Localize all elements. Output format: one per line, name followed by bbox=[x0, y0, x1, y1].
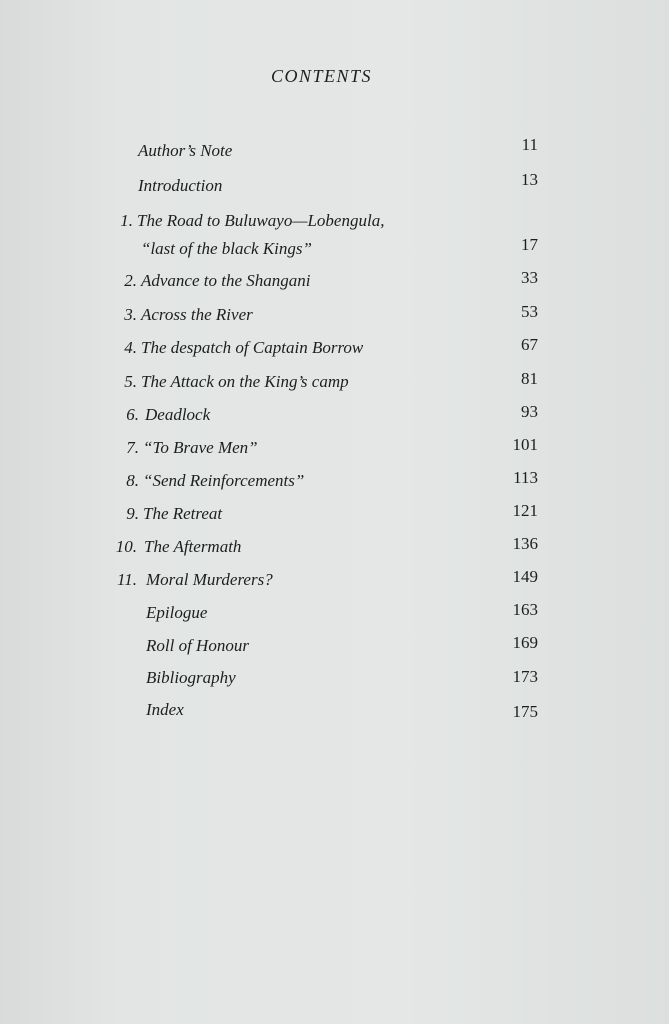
toc-entry-page: 175 bbox=[512, 702, 538, 721]
toc-entry-chapter-3 bbox=[0, 302, 669, 328]
toc-entry-page: 169 bbox=[512, 633, 538, 652]
toc-entry-chapter-1 bbox=[0, 208, 669, 234]
toc-entry-label: Epilogue bbox=[146, 603, 208, 622]
toc-entry-page: 173 bbox=[512, 667, 538, 686]
toc-entry-label: The Aftermath bbox=[144, 537, 242, 556]
toc-entry-label: “Send Reinforcements” bbox=[143, 471, 305, 490]
toc-entry-roll-of-honour bbox=[0, 633, 669, 659]
toc-entry-chapter-8 bbox=[0, 468, 669, 494]
toc-entry-page: 11 bbox=[521, 135, 538, 154]
toc-entry-label: Across the River bbox=[141, 305, 253, 324]
toc-entry-chapter-11 bbox=[0, 567, 669, 593]
toc-entry-label: Author’s Note bbox=[138, 141, 233, 160]
toc-entry-page: 33 bbox=[521, 268, 538, 287]
toc-entry-chapter-4 bbox=[0, 335, 669, 361]
toc-entry-number: 4. bbox=[124, 338, 137, 357]
toc-entry-label: The Retreat bbox=[143, 504, 223, 523]
contents-heading: CONTENTS bbox=[270, 66, 373, 86]
toc-entry-page: 13 bbox=[521, 170, 538, 189]
toc-entry-chapter-6 bbox=[0, 402, 669, 428]
toc-entry-label: Advance to the Shangani bbox=[141, 271, 311, 290]
toc-entry-number: 3. bbox=[124, 305, 137, 324]
toc-entry-number: 7. bbox=[126, 438, 139, 457]
toc-entry-number: 11. bbox=[117, 570, 137, 589]
toc-entry-label: Bibliography bbox=[146, 668, 236, 687]
toc-entry-number: 5. bbox=[124, 372, 137, 391]
toc-entry-page: 53 bbox=[521, 302, 538, 321]
toc-entry-chapter-1-continued bbox=[0, 236, 669, 262]
toc-entry-chapter-10 bbox=[0, 534, 669, 560]
toc-entry-page: 121 bbox=[512, 501, 538, 520]
toc-entry-label: Index bbox=[146, 700, 184, 719]
toc-entry-index bbox=[0, 697, 669, 723]
toc-entry-label: The Attack on the King’s camp bbox=[141, 372, 349, 391]
toc-entry-page: 93 bbox=[521, 402, 538, 421]
toc-entry-number: 2. bbox=[124, 271, 137, 290]
toc-entry-chapter-2 bbox=[0, 268, 669, 294]
toc-entry-page: 67 bbox=[521, 335, 538, 354]
toc-entry-page: 17 bbox=[521, 235, 538, 254]
toc-entry-epilogue bbox=[0, 600, 669, 626]
toc-entry-label: “To Brave Men” bbox=[143, 438, 258, 457]
toc-entry-number: 10. bbox=[115, 537, 137, 556]
toc-entry-page: 81 bbox=[521, 369, 538, 388]
toc-entry-chapter-7 bbox=[0, 435, 669, 461]
toc-entry-chapter-5 bbox=[0, 369, 669, 395]
toc-entry-label: Introduction bbox=[138, 176, 223, 195]
toc-entry-number: 6. bbox=[126, 405, 139, 424]
toc-entry-page: 149 bbox=[512, 567, 538, 586]
toc-entry-bibliography bbox=[0, 665, 669, 691]
toc-entry-label: Deadlock bbox=[145, 405, 211, 424]
toc-entry-page: 113 bbox=[513, 468, 538, 487]
toc-entry-number: 9. bbox=[126, 504, 139, 523]
toc-entry-label: The Road to Buluwayo—Lobengula, bbox=[137, 211, 385, 230]
toc-entry-label: The despatch of Captain Borrow bbox=[141, 338, 364, 357]
toc-entry-label: Roll of Honour bbox=[146, 636, 249, 655]
toc-entry-label: Moral Murderers? bbox=[146, 570, 273, 589]
toc-entry-chapter-9 bbox=[0, 501, 669, 527]
toc-entry-number: 1. bbox=[120, 211, 133, 230]
toc-entry-label-line2: “last of the black Kings” bbox=[141, 239, 312, 258]
toc-entry-authors-note bbox=[0, 135, 669, 164]
toc-entry-number: 8. bbox=[126, 471, 139, 490]
toc-entry-page: 163 bbox=[512, 600, 538, 619]
toc-entry-page: 101 bbox=[512, 435, 538, 454]
toc-entry-page: 136 bbox=[512, 534, 538, 553]
toc-entry-introduction bbox=[0, 170, 669, 199]
